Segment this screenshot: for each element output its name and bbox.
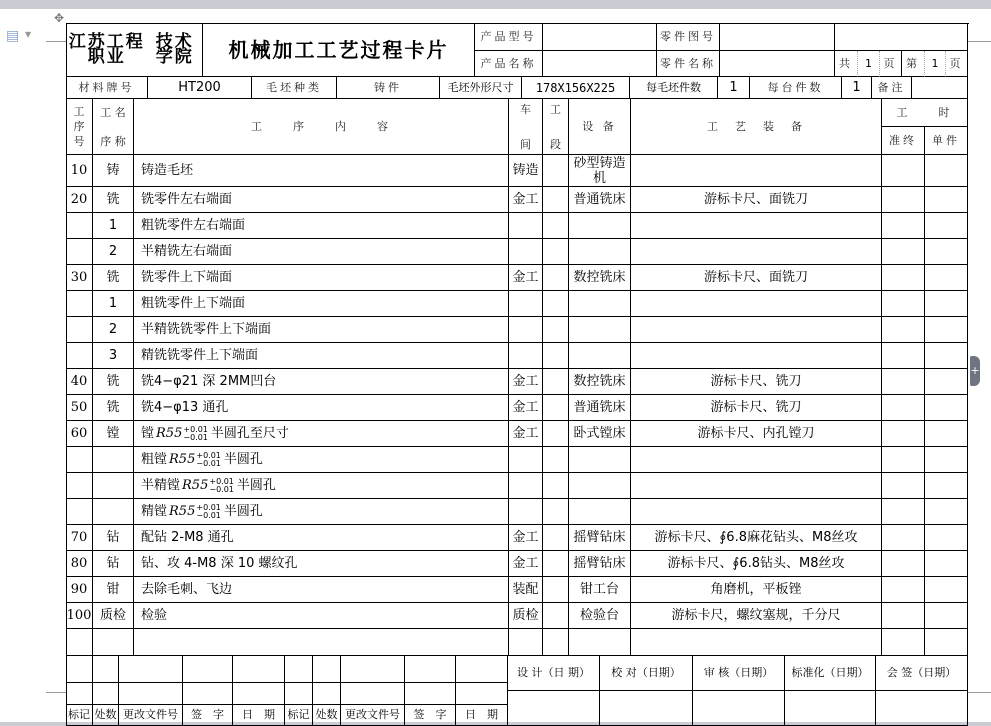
page-current-value: 1: [925, 51, 946, 77]
row-op-name: 钳: [93, 577, 134, 603]
content-dimension: R55: [182, 477, 209, 493]
row-section: [543, 291, 569, 317]
row-prep-time[interactable]: [882, 473, 925, 499]
margin-marker: [46, 692, 66, 693]
row-section: [543, 369, 569, 395]
revision-cell[interactable]: [119, 656, 183, 683]
content-prefix: 粗镗: [141, 451, 168, 467]
revision-cell[interactable]: [341, 683, 405, 705]
tolerance-lower: −0.01: [183, 432, 208, 442]
content-suffix: 半圆孔: [223, 451, 263, 467]
row-op-name: 镗: [93, 421, 134, 447]
row-tooling: 游标卡尺、∮6.8钻头、M8丝攻: [631, 551, 882, 577]
revision-label: 处数: [93, 705, 119, 726]
content-dimension: R55: [169, 503, 196, 519]
content-dimension: R55: [169, 451, 196, 467]
approval-field[interactable]: [785, 691, 876, 726]
revision-cell[interactable]: [456, 683, 508, 705]
row-tooling: [631, 343, 882, 369]
approval-label: 标准化（日期）: [785, 656, 876, 691]
content-prefix: 半精镗: [141, 477, 181, 493]
blank-size-label: 毛坯外形尺寸: [440, 77, 522, 99]
col-header-text: 工: [73, 105, 85, 118]
row-unit-time[interactable]: [925, 577, 968, 603]
col-header-text: 段: [550, 137, 561, 151]
row-seq-no: [66, 213, 93, 239]
school-line-1: 江苏工程职业: [68, 31, 145, 67]
row-content: 配钻 2-M8 通孔: [134, 525, 509, 551]
row-unit-time[interactable]: [925, 291, 968, 317]
col-header-text: 号: [73, 135, 85, 148]
parts-per-blank-label: 每毛坯件数: [630, 77, 718, 99]
row-seq-no: [66, 499, 93, 525]
row-tooling: [631, 447, 882, 473]
row-section: [543, 525, 569, 551]
tolerance-upper: +0.01: [209, 476, 234, 486]
row-prep-time[interactable]: [882, 213, 925, 239]
row-prep-time[interactable]: [882, 265, 925, 291]
approval-field[interactable]: [876, 691, 968, 726]
row-unit-time[interactable]: [925, 239, 968, 265]
product-model-label: 产品型号: [475, 23, 543, 51]
row-op-name: 3: [93, 343, 134, 369]
page-unit-label: 页: [880, 51, 902, 77]
row-equipment: [569, 499, 631, 525]
col-header-text: 间: [520, 137, 531, 151]
blank-type-label: 毛坯种类: [252, 77, 337, 99]
row-prep-time[interactable]: [882, 395, 925, 421]
revision-cell[interactable]: [313, 656, 341, 683]
row-seq-no: [66, 239, 93, 265]
row-prep-time[interactable]: [882, 317, 925, 343]
row-section: [543, 447, 569, 473]
product-name-field[interactable]: [543, 51, 657, 77]
row-content: [134, 447, 509, 473]
row-workshop: [509, 473, 543, 499]
header-blank-cell: [835, 23, 968, 51]
row-seq-no: 100: [66, 603, 93, 629]
part-name-label: 零件名称: [657, 51, 720, 77]
row-content: 铣零件左右端面: [134, 187, 509, 213]
tolerance-upper: +0.01: [196, 450, 221, 460]
revision-label: 更改文件号: [119, 705, 183, 726]
row-equipment: 普通铣床: [569, 187, 631, 213]
row-op-name: 钻: [93, 551, 134, 577]
row-content: 铸造毛坯: [134, 155, 509, 187]
tolerance-lower: −0.01: [196, 458, 221, 468]
row-equipment: [569, 213, 631, 239]
row-seq-no: [66, 447, 93, 473]
row-seq-no: 70: [66, 525, 93, 551]
revision-label: 标记: [66, 705, 93, 726]
row-seq-no: 40: [66, 369, 93, 395]
col-header-text: 工: [550, 102, 561, 116]
row-unit-time[interactable]: [925, 317, 968, 343]
row-section: [543, 421, 569, 447]
col-header-prep-time: 准终: [882, 127, 925, 155]
approval-label: 审 核（日期）: [693, 656, 785, 691]
row-op-name: 1: [93, 291, 134, 317]
revision-cell[interactable]: [66, 683, 93, 705]
row-seq-no: [66, 629, 93, 656]
row-op-name: 铣: [93, 369, 134, 395]
part-drawing-no-field[interactable]: [720, 23, 835, 51]
page-unit-label: 页: [946, 51, 968, 77]
row-workshop: [509, 629, 543, 656]
row-unit-time[interactable]: [925, 421, 968, 447]
row-content: 铣4−φ21 深 2MM凹台: [134, 369, 509, 395]
row-equipment: 摇臂钻床: [569, 525, 631, 551]
row-section: [543, 603, 569, 629]
row-workshop: [509, 317, 543, 343]
col-header-section: [543, 99, 569, 155]
row-workshop: [509, 213, 543, 239]
revision-label: 签 字: [405, 705, 456, 726]
row-unit-time[interactable]: [925, 155, 968, 187]
row-equipment: [569, 473, 631, 499]
row-seq-no: 60: [66, 421, 93, 447]
row-unit-time[interactable]: [925, 265, 968, 291]
row-op-name: 铣: [93, 187, 134, 213]
row-op-name: [93, 629, 134, 656]
row-content: 半精铣左右端面: [134, 239, 509, 265]
approval-label: 校 对（日期）: [600, 656, 693, 691]
row-content: [134, 473, 509, 499]
row-equipment: 砂型铸造机: [569, 155, 631, 187]
row-workshop: 铸造: [509, 155, 543, 187]
row-section: [543, 239, 569, 265]
row-op-name: [93, 447, 134, 473]
revision-label: 日 期: [456, 705, 508, 726]
revision-cell[interactable]: [285, 656, 313, 683]
row-op-name: 质检: [93, 603, 134, 629]
row-section: [543, 499, 569, 525]
row-tooling: 游标卡尺、铣刀: [631, 369, 882, 395]
revision-label: 更改文件号: [341, 705, 405, 726]
tolerance-lower: −0.01: [209, 484, 234, 494]
row-content: 粗铣零件左右端面: [134, 213, 509, 239]
col-header-content: 工 序 内 容: [134, 99, 509, 155]
content-suffix: 半圆孔至尺寸: [210, 425, 289, 441]
row-op-name: 铣: [93, 265, 134, 291]
content-dimension: R55: [156, 425, 183, 441]
tolerance: [196, 452, 221, 468]
row-section: [543, 343, 569, 369]
chevron-down-icon[interactable]: ▼: [25, 30, 32, 39]
col-header-text: 车: [520, 102, 531, 116]
tolerance-lower: −0.01: [196, 510, 221, 520]
row-op-name: [93, 499, 134, 525]
revision-cell[interactable]: [405, 656, 456, 683]
content-suffix: 半圆孔: [223, 503, 263, 519]
row-section: [543, 187, 569, 213]
col-header-equipment: 设 备: [569, 99, 631, 155]
row-content: 去除毛刺、飞边: [134, 577, 509, 603]
row-equipment: [569, 447, 631, 473]
revision-cell[interactable]: [341, 656, 405, 683]
row-section: [543, 629, 569, 656]
revision-label: 标记: [285, 705, 313, 726]
row-workshop: [509, 447, 543, 473]
row-prep-time[interactable]: [882, 155, 925, 187]
revision-label: 签 字: [183, 705, 233, 726]
row-content: [134, 421, 509, 447]
row-op-name: 铸: [93, 155, 134, 187]
row-content: 半精铣铣零件上下端面: [134, 317, 509, 343]
row-content: 铣零件上下端面: [134, 265, 509, 291]
row-section: [543, 155, 569, 187]
row-unit-time[interactable]: [925, 187, 968, 213]
row-content: 钻、攻 4-M8 深 10 螺纹孔: [134, 551, 509, 577]
row-equipment: [569, 629, 631, 656]
approval-label: 会 签（日期）: [876, 656, 968, 691]
revision-label: 处数: [313, 705, 341, 726]
row-workshop: 质检: [509, 603, 543, 629]
row-prep-time[interactable]: [882, 629, 925, 656]
margin-marker: [968, 41, 991, 42]
row-equipment: 普通铣床: [569, 395, 631, 421]
row-content: 检验: [134, 603, 509, 629]
col-header-op-name: [93, 99, 134, 155]
row-prep-time[interactable]: [882, 551, 925, 577]
parts-per-unit-value[interactable]: 1: [842, 77, 872, 99]
col-header-workshop: [509, 99, 543, 155]
approval-field[interactable]: [600, 691, 693, 726]
row-section: [543, 265, 569, 291]
content-prefix: 精镗: [141, 503, 168, 519]
row-equipment: 卧式镗床: [569, 421, 631, 447]
col-header-hours: 工 时: [882, 99, 968, 127]
row-unit-time[interactable]: [925, 499, 968, 525]
product-model-field[interactable]: [543, 23, 657, 51]
row-unit-time[interactable]: [925, 603, 968, 629]
parts-per-blank-value[interactable]: 1: [718, 77, 750, 99]
blank-size-value[interactable]: 178X156X225: [522, 77, 630, 99]
approval-field[interactable]: [693, 691, 785, 726]
row-seq-no: 20: [66, 187, 93, 213]
row-op-name: [93, 473, 134, 499]
row-tooling: [631, 499, 882, 525]
row-prep-time[interactable]: [882, 499, 925, 525]
tolerance: [183, 426, 208, 442]
row-seq-no: [66, 343, 93, 369]
parts-per-unit-label: 每台件数: [750, 77, 842, 99]
row-seq-no: 30: [66, 265, 93, 291]
margin-marker: [46, 41, 66, 42]
plus-icon[interactable]: +: [970, 356, 980, 386]
revision-cell[interactable]: [233, 683, 285, 705]
row-equipment: 钳工台: [569, 577, 631, 603]
row-unit-time[interactable]: [925, 447, 968, 473]
row-workshop: 装配: [509, 577, 543, 603]
part-name-field[interactable]: [720, 51, 835, 77]
revision-cell[interactable]: [456, 656, 508, 683]
row-seq-no: 90: [66, 577, 93, 603]
row-section: [543, 317, 569, 343]
row-tooling: 游标卡尺、面铣刀: [631, 187, 882, 213]
row-unit-time[interactable]: [925, 213, 968, 239]
row-content: 铣4−φ13 通孔: [134, 395, 509, 421]
row-op-name: 钻: [93, 525, 134, 551]
row-workshop: [509, 343, 543, 369]
card-title: 机械加工工艺过程卡片: [203, 23, 475, 77]
row-equipment: 数控铣床: [569, 265, 631, 291]
row-tooling: 游标卡尺、面铣刀: [631, 265, 882, 291]
row-tooling: 游标卡尺、内孔镗刀: [631, 421, 882, 447]
row-tooling: [631, 473, 882, 499]
row-equipment: [569, 291, 631, 317]
page-total-value: 1: [858, 51, 880, 77]
remark-label: 备注: [872, 77, 912, 99]
row-unit-time[interactable]: [925, 551, 968, 577]
col-header-unit-time: 单件: [925, 127, 968, 155]
row-workshop: 金工: [509, 369, 543, 395]
remark-field[interactable]: [912, 77, 968, 99]
row-workshop: 金工: [509, 395, 543, 421]
row-tooling: [631, 291, 882, 317]
row-prep-time[interactable]: [882, 447, 925, 473]
tolerance: [196, 504, 221, 520]
margin-marker: [968, 692, 991, 693]
row-section: [543, 551, 569, 577]
row-unit-time[interactable]: [925, 369, 968, 395]
row-seq-no: 50: [66, 395, 93, 421]
row-tooling: 角磨机，平板锉: [631, 577, 882, 603]
revision-label: 日 期: [233, 705, 285, 726]
row-prep-time[interactable]: [882, 603, 925, 629]
row-prep-time[interactable]: [882, 343, 925, 369]
revision-cell[interactable]: [183, 683, 233, 705]
content-suffix: 半圆孔: [236, 477, 276, 493]
page-current-label: 第: [902, 51, 925, 77]
row-equipment: [569, 317, 631, 343]
tolerance-upper: +0.01: [183, 424, 208, 434]
row-unit-time[interactable]: [925, 343, 968, 369]
row-workshop: 金工: [509, 551, 543, 577]
row-section: [543, 213, 569, 239]
revision-cell[interactable]: [405, 683, 456, 705]
revision-cell[interactable]: [93, 656, 119, 683]
row-content: 粗铣零件上下端面: [134, 291, 509, 317]
col-header-seq-no: [66, 99, 93, 155]
row-op-name: 1: [93, 213, 134, 239]
revision-cell[interactable]: [183, 656, 233, 683]
row-op-name: 2: [93, 239, 134, 265]
row-seq-no: [66, 317, 93, 343]
row-content: [134, 629, 509, 656]
row-op-name: 2: [93, 317, 134, 343]
blank-type-value[interactable]: 铸件: [337, 77, 440, 99]
row-seq-no: [66, 473, 93, 499]
content-prefix: 镗: [141, 425, 155, 441]
row-op-name: 铣: [93, 395, 134, 421]
row-tooling: 游标卡尺、∮6.8麻花钻头、M8丝攻: [631, 525, 882, 551]
material-value[interactable]: HT200: [148, 77, 252, 99]
row-seq-no: 10: [66, 155, 93, 187]
row-prep-time[interactable]: [882, 187, 925, 213]
row-equipment: 数控铣床: [569, 369, 631, 395]
row-equipment: [569, 343, 631, 369]
row-prep-time[interactable]: [882, 577, 925, 603]
revision-cell[interactable]: [285, 683, 313, 705]
school-name: [66, 23, 203, 77]
col-header-tooling: 工 艺 装 备: [631, 99, 882, 155]
row-workshop: 金工: [509, 421, 543, 447]
page-total-label: 共: [835, 51, 858, 77]
row-seq-no: [66, 291, 93, 317]
row-equipment: [569, 239, 631, 265]
row-tooling: 游标卡尺，螺纹塞规，千分尺: [631, 603, 882, 629]
row-workshop: [509, 499, 543, 525]
row-unit-time[interactable]: [925, 473, 968, 499]
row-prep-time[interactable]: [882, 421, 925, 447]
move-icon[interactable]: ✥: [54, 11, 65, 25]
row-workshop: 金工: [509, 265, 543, 291]
approval-field[interactable]: [508, 691, 600, 726]
row-workshop: 金工: [509, 187, 543, 213]
revision-cell[interactable]: [93, 683, 119, 705]
row-tooling: [631, 213, 882, 239]
row-equipment: 检验台: [569, 603, 631, 629]
revision-cell[interactable]: [119, 683, 183, 705]
row-workshop: 金工: [509, 525, 543, 551]
revision-cell[interactable]: [313, 683, 341, 705]
row-content: [134, 499, 509, 525]
row-section: [543, 395, 569, 421]
row-tooling: 游标卡尺、铣刀: [631, 395, 882, 421]
row-tooling: [631, 629, 882, 656]
row-equipment: 摇臂钻床: [569, 551, 631, 577]
row-prep-time[interactable]: [882, 291, 925, 317]
revision-cell[interactable]: [233, 656, 285, 683]
row-section: [543, 473, 569, 499]
col-header-text: 序 称: [100, 134, 126, 148]
school-line-2: 技术学院: [155, 31, 194, 67]
part-drawing-no-label: 零件图号: [657, 23, 720, 51]
row-seq-no: 80: [66, 551, 93, 577]
window-top-bar: [0, 0, 991, 9]
row-prep-time[interactable]: [882, 239, 925, 265]
row-prep-time[interactable]: [882, 369, 925, 395]
row-workshop: [509, 239, 543, 265]
row-unit-time[interactable]: [925, 395, 968, 421]
row-tooling: [631, 155, 882, 187]
product-name-label: 产品名称: [475, 51, 543, 77]
approval-label: 设 计（日 期）: [508, 656, 600, 691]
row-workshop: [509, 291, 543, 317]
row-content: 精铣铣零件上下端面: [134, 343, 509, 369]
row-tooling: [631, 239, 882, 265]
revision-cell[interactable]: [66, 656, 93, 683]
row-tooling: [631, 317, 882, 343]
document-icon[interactable]: ▤: [6, 28, 20, 44]
col-header-text: 序: [73, 120, 85, 133]
row-unit-time[interactable]: [925, 525, 968, 551]
material-label: 材料牌号: [66, 77, 148, 99]
tolerance-upper: +0.01: [196, 502, 221, 512]
row-prep-time[interactable]: [882, 525, 925, 551]
row-section: [543, 577, 569, 603]
col-header-text: 工 名: [100, 105, 126, 119]
tolerance: [209, 478, 234, 494]
row-unit-time[interactable]: [925, 629, 968, 656]
